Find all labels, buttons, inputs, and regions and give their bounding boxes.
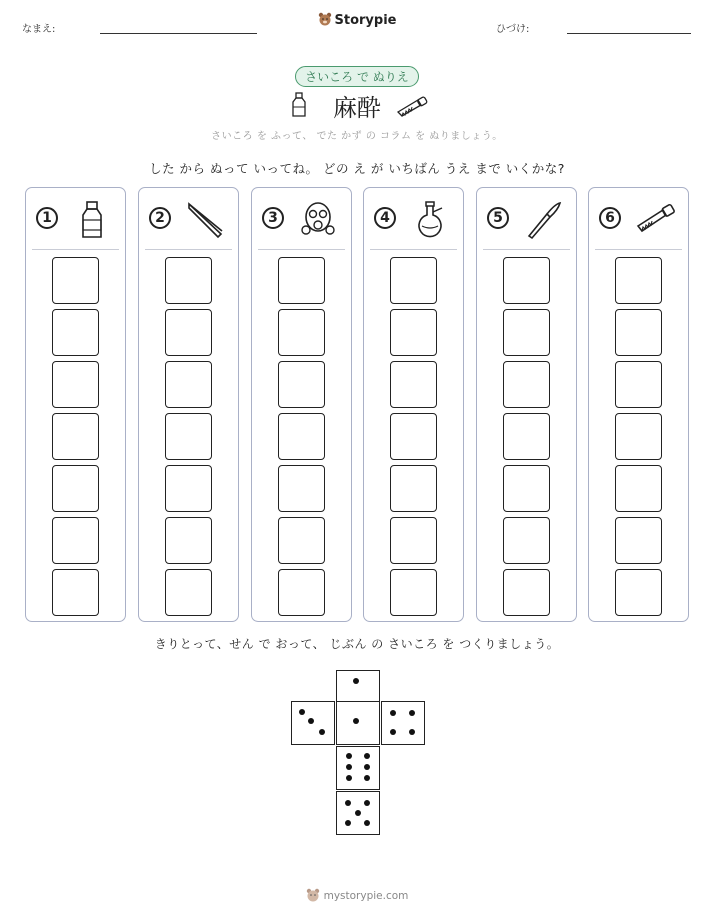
coloring-cell[interactable]	[615, 257, 662, 304]
column-1	[25, 187, 126, 622]
activity-pill: さいころ で ぬりえ	[295, 66, 419, 87]
saw-icon	[635, 200, 675, 240]
coloring-cell[interactable]	[278, 413, 325, 460]
pip	[364, 764, 370, 770]
coloring-cell[interactable]	[615, 517, 662, 564]
column-divider	[32, 249, 119, 250]
coloring-cell[interactable]	[165, 361, 212, 408]
pip	[390, 710, 396, 716]
column-number: 5	[487, 207, 509, 229]
coloring-cell[interactable]	[165, 569, 212, 616]
column-3	[251, 187, 352, 622]
coloring-cell[interactable]	[503, 569, 550, 616]
coloring-cell[interactable]	[165, 257, 212, 304]
subtitle: さいころ を ふって、 でた かず の コラム を ぬりましょう。	[211, 131, 503, 142]
column-divider	[483, 249, 570, 250]
pip	[345, 820, 351, 826]
column-divider	[145, 249, 232, 250]
date-label: ひづけ:	[496, 24, 530, 35]
instruction: した から ぬって いってね。 どの え が いちばん うえ まで いくかな?	[149, 161, 565, 176]
pip	[409, 729, 415, 735]
coloring-cell[interactable]	[390, 465, 437, 512]
coloring-cell[interactable]	[615, 569, 662, 616]
coloring-cell[interactable]	[615, 413, 662, 460]
pip	[345, 800, 351, 806]
coloring-cell[interactable]	[615, 465, 662, 512]
coloring-cell[interactable]	[390, 517, 437, 564]
coloring-cell[interactable]	[52, 257, 99, 304]
coloring-cell[interactable]	[615, 361, 662, 408]
coloring-cell[interactable]	[503, 257, 550, 304]
coloring-cell[interactable]	[278, 361, 325, 408]
bear-logo-icon	[306, 888, 320, 905]
coloring-cell[interactable]	[165, 465, 212, 512]
dice-face-4	[381, 701, 425, 745]
brand-logo	[0, 12, 714, 30]
coloring-cell[interactable]	[390, 569, 437, 616]
coloring-cell[interactable]	[278, 569, 325, 616]
column-number: 6	[599, 207, 621, 229]
pip	[364, 820, 370, 826]
footer	[0, 888, 714, 905]
title-saw-icon	[396, 96, 428, 122]
pip	[390, 729, 396, 735]
coloring-cell[interactable]	[165, 413, 212, 460]
pip	[319, 729, 325, 735]
name-line	[100, 33, 257, 34]
coloring-cell[interactable]	[503, 361, 550, 408]
coloring-cell[interactable]	[390, 309, 437, 356]
column-6	[588, 187, 689, 622]
pip	[346, 753, 352, 759]
pip	[355, 810, 361, 816]
coloring-cell[interactable]	[165, 309, 212, 356]
column-divider	[370, 249, 457, 250]
bottle-icon	[72, 200, 112, 240]
column-number: 4	[374, 207, 396, 229]
pip	[299, 709, 305, 715]
page-title: 麻酔	[333, 94, 381, 122]
coloring-cell[interactable]	[278, 309, 325, 356]
coloring-cell[interactable]	[52, 361, 99, 408]
coloring-cell[interactable]	[278, 257, 325, 304]
dice-face-3	[336, 701, 380, 745]
pip	[346, 775, 352, 781]
coloring-cell[interactable]	[390, 413, 437, 460]
pip	[353, 678, 359, 684]
coloring-cell[interactable]	[278, 465, 325, 512]
dice-face-2	[291, 701, 335, 745]
column-4	[363, 187, 464, 622]
coloring-cell[interactable]	[503, 413, 550, 460]
tweezers-icon	[185, 200, 225, 240]
pip	[353, 718, 359, 724]
column-divider	[595, 249, 682, 250]
column-divider	[258, 249, 345, 250]
bottom-instruction: きりとって、せん で おって、 じぶん の さいころ を つくりましょう。	[154, 637, 560, 651]
column-number: 3	[262, 207, 284, 229]
scalpel-icon	[523, 200, 563, 240]
dice-face-5	[336, 746, 380, 790]
date-line	[567, 33, 691, 34]
pip	[364, 775, 370, 781]
coloring-cell[interactable]	[52, 413, 99, 460]
coloring-cell[interactable]	[52, 517, 99, 564]
dice-face-6	[336, 791, 380, 835]
pip	[364, 800, 370, 806]
footer-url: mystorypie.com	[323, 890, 409, 902]
column-5	[476, 187, 577, 622]
coloring-cell[interactable]	[52, 569, 99, 616]
coloring-cell[interactable]	[390, 257, 437, 304]
flask-icon	[410, 200, 450, 240]
bear-logo-icon	[318, 12, 332, 30]
coloring-cell[interactable]	[390, 361, 437, 408]
pip	[308, 718, 314, 724]
name-label: なまえ:	[22, 24, 56, 35]
coloring-cell[interactable]	[165, 517, 212, 564]
coloring-cell[interactable]	[503, 465, 550, 512]
column-number: 1	[36, 207, 58, 229]
gas-mask-icon	[298, 200, 338, 240]
coloring-cell[interactable]	[503, 517, 550, 564]
coloring-cell[interactable]	[615, 309, 662, 356]
column-number: 2	[149, 207, 171, 229]
pip	[364, 753, 370, 759]
pip	[346, 764, 352, 770]
coloring-cell[interactable]	[52, 309, 99, 356]
brand-name: Storypie	[334, 13, 397, 28]
column-2	[138, 187, 239, 622]
pip	[409, 710, 415, 716]
coloring-cell[interactable]	[278, 517, 325, 564]
dice-net	[291, 670, 425, 836]
coloring-cell[interactable]	[52, 465, 99, 512]
coloring-cell[interactable]	[503, 309, 550, 356]
